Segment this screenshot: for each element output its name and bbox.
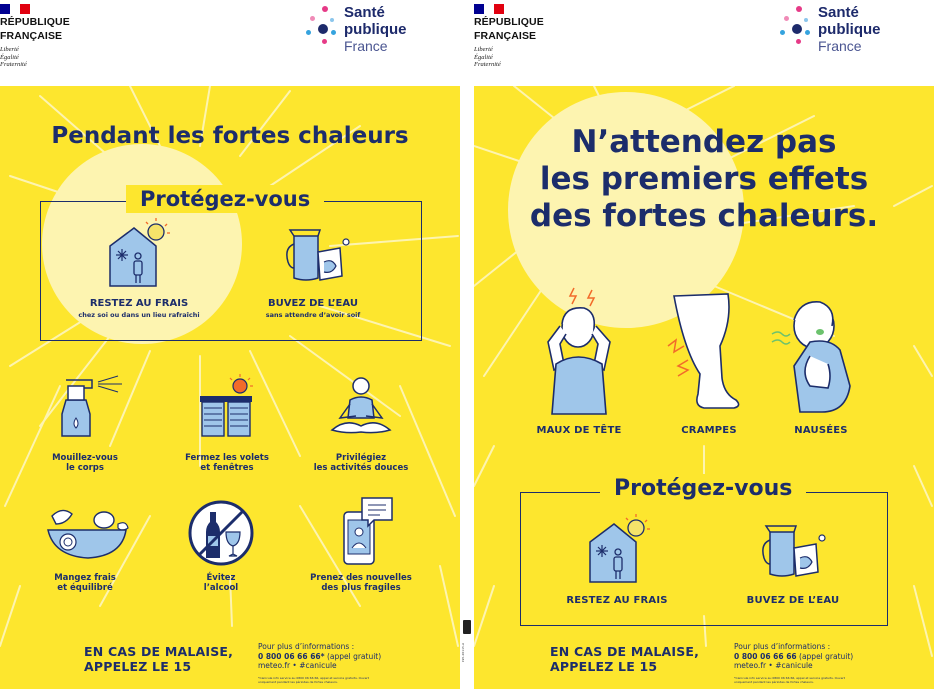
protect-sub-frais-left: chez soi ou dans un lieu rafraîchi <box>78 311 200 319</box>
spray-bottle-icon <box>52 374 126 440</box>
french-flag-icon <box>0 4 30 14</box>
info-web-right: meteo.fr • #canicule <box>734 661 813 670</box>
protect-label-eau-left: BUVEZ DE L’EAU <box>268 298 358 309</box>
sante-publique-text <box>344 4 407 54</box>
poster-right <box>474 0 934 689</box>
sante-publique-logo <box>780 4 900 60</box>
rf-motto-liberte: Liberté <box>474 46 493 53</box>
malaise-line2-right: APPELEZ LE 15 <box>550 659 658 674</box>
leg-cramp-icon <box>664 290 754 410</box>
tip-label-line2-3: et équilibré <box>57 583 113 593</box>
symptom-label-2: NAUSÉES <box>794 425 848 436</box>
poster-left-body <box>0 86 460 689</box>
fine-print-right: *Canicule info service au 0800 06 66 66, appel et service gratuits. Ouvert uniquement pendant les périodes de fortes chaleurs. <box>734 676 845 684</box>
republique-francaise-logo <box>0 4 70 69</box>
tip-label-line2-0: le corps <box>66 463 104 473</box>
food-bowl-icon <box>44 506 130 564</box>
rf-motto <box>0 46 70 69</box>
tip-label-line1-4: Évitez <box>206 573 236 583</box>
shutters-icon <box>196 372 260 440</box>
rf-name-line1: RÉPUBLIQUE <box>474 16 544 28</box>
headache-person-icon <box>534 284 624 416</box>
protect-label-eau-right: BUVEZ DE L’EAU <box>746 595 840 606</box>
water-jug-icon <box>284 222 358 284</box>
malaise-line2-left: APPELEZ LE 15 <box>84 659 192 674</box>
right-title-line1: N’attendez pas <box>571 124 837 160</box>
protect-label-frais-right: RESTEZ AU FRAIS <box>566 595 668 606</box>
info-title-left: Pour plus d’informations : <box>258 642 355 651</box>
spf-line1: Santé <box>344 4 385 21</box>
malaise-line1-left: EN CAS DE MALAISE, <box>84 644 234 659</box>
spf-line3: France <box>344 38 388 54</box>
water-jug-icon <box>760 518 834 580</box>
protect-title-left: Protégez-vous <box>126 185 324 213</box>
tip-label-line2-5: des plus fragiles <box>321 583 401 593</box>
tip-label-line2-1: et fenêtres <box>200 463 254 473</box>
margin-strip <box>460 0 474 689</box>
tip-label-line1-5: Prenez des nouvelles <box>310 573 412 583</box>
meditation-icon <box>326 374 396 438</box>
sante-publique-dots-icon <box>780 6 816 46</box>
left-title: Pendant les fortes chaleurs <box>51 123 409 149</box>
tip-label-line1-0: Mouillez-vous <box>52 453 118 463</box>
tip-label-line1-1: Fermez les volets <box>185 453 269 463</box>
recycling-badge-icon <box>463 620 471 634</box>
rf-motto-fraternite: Fraternité <box>0 61 27 68</box>
info-phone-row-right <box>734 652 924 662</box>
tip-label-line2-4: l’alcool <box>203 583 239 593</box>
house-snowflake-icon <box>584 512 654 584</box>
rf-name-line2: FRANÇAISE <box>0 30 63 42</box>
spf-line1: Santé <box>818 4 859 21</box>
rf-motto-fraternite: Fraternité <box>474 61 501 68</box>
sante-publique-text <box>818 4 881 54</box>
info-phone-note-left: (appel gratuit) <box>324 651 382 661</box>
info-block-right <box>734 642 924 671</box>
header-right <box>474 0 934 84</box>
right-title <box>484 124 924 235</box>
nausea-person-icon <box>770 290 874 416</box>
poster-left <box>0 0 460 689</box>
house-snowflake-icon <box>104 216 174 288</box>
protect-label-frais-left: RESTEZ AU FRAIS <box>89 298 189 309</box>
info-block-left <box>258 642 448 671</box>
fine-print-left: *Canicule info service au 0800 06 66 66, appel et service gratuits. Ouvert uniquement pendant les périodes de fortes chaleurs. <box>258 676 369 684</box>
spf-line2: publique <box>818 21 881 38</box>
rf-motto-egalite: Égalité <box>474 53 493 61</box>
right-title-line2: les premiers effets <box>539 161 869 197</box>
info-phone-note-right: (appel gratuit) <box>796 651 854 661</box>
info-phone-left: 0 800 06 66 66* <box>258 651 325 661</box>
sante-publique-dots-icon <box>306 6 342 46</box>
info-phone-right: 0 800 06 66 66 <box>734 651 797 661</box>
rf-name-line1: RÉPUBLIQUE <box>0 16 70 28</box>
no-alcohol-icon <box>186 498 256 568</box>
phone-contact-icon <box>340 496 396 566</box>
info-web-left: meteo.fr • #canicule <box>258 661 337 670</box>
header-left <box>0 0 460 84</box>
info-title-right: Pour plus d’informations : <box>734 642 831 651</box>
right-title-line3: des fortes chaleurs. <box>529 198 879 234</box>
rf-motto-liberte: Liberté <box>0 46 19 53</box>
tip-label-line2-2: les activités douces <box>313 463 409 473</box>
republique-francaise-logo <box>474 4 544 69</box>
sante-publique-logo <box>306 4 426 60</box>
spf-line3: France <box>818 38 862 54</box>
protect-sub-eau-left: sans attendre d’avoir soif <box>265 311 361 319</box>
poster-right-body <box>474 86 934 689</box>
french-flag-icon <box>474 4 504 14</box>
margin-reference: 195-20115-A <box>461 643 465 663</box>
rf-motto <box>474 46 544 69</box>
spf-line2: publique <box>344 21 407 38</box>
malaise-line1-right: EN CAS DE MALAISE, <box>550 644 700 659</box>
tip-label-line1-3: Mangez frais <box>54 573 116 583</box>
protect-frame-left <box>40 201 422 341</box>
symptom-label-0: MAUX DE TÊTE <box>536 425 622 436</box>
info-phone-row-left <box>258 652 448 662</box>
rf-motto-egalite: Égalité <box>0 53 19 61</box>
symptom-label-1: CRAMPES <box>681 425 737 436</box>
rf-name-line2: FRANÇAISE <box>474 30 537 42</box>
protect-title-right: Protégez-vous <box>600 474 806 504</box>
tip-label-line1-2: Privilégiez <box>335 453 387 463</box>
